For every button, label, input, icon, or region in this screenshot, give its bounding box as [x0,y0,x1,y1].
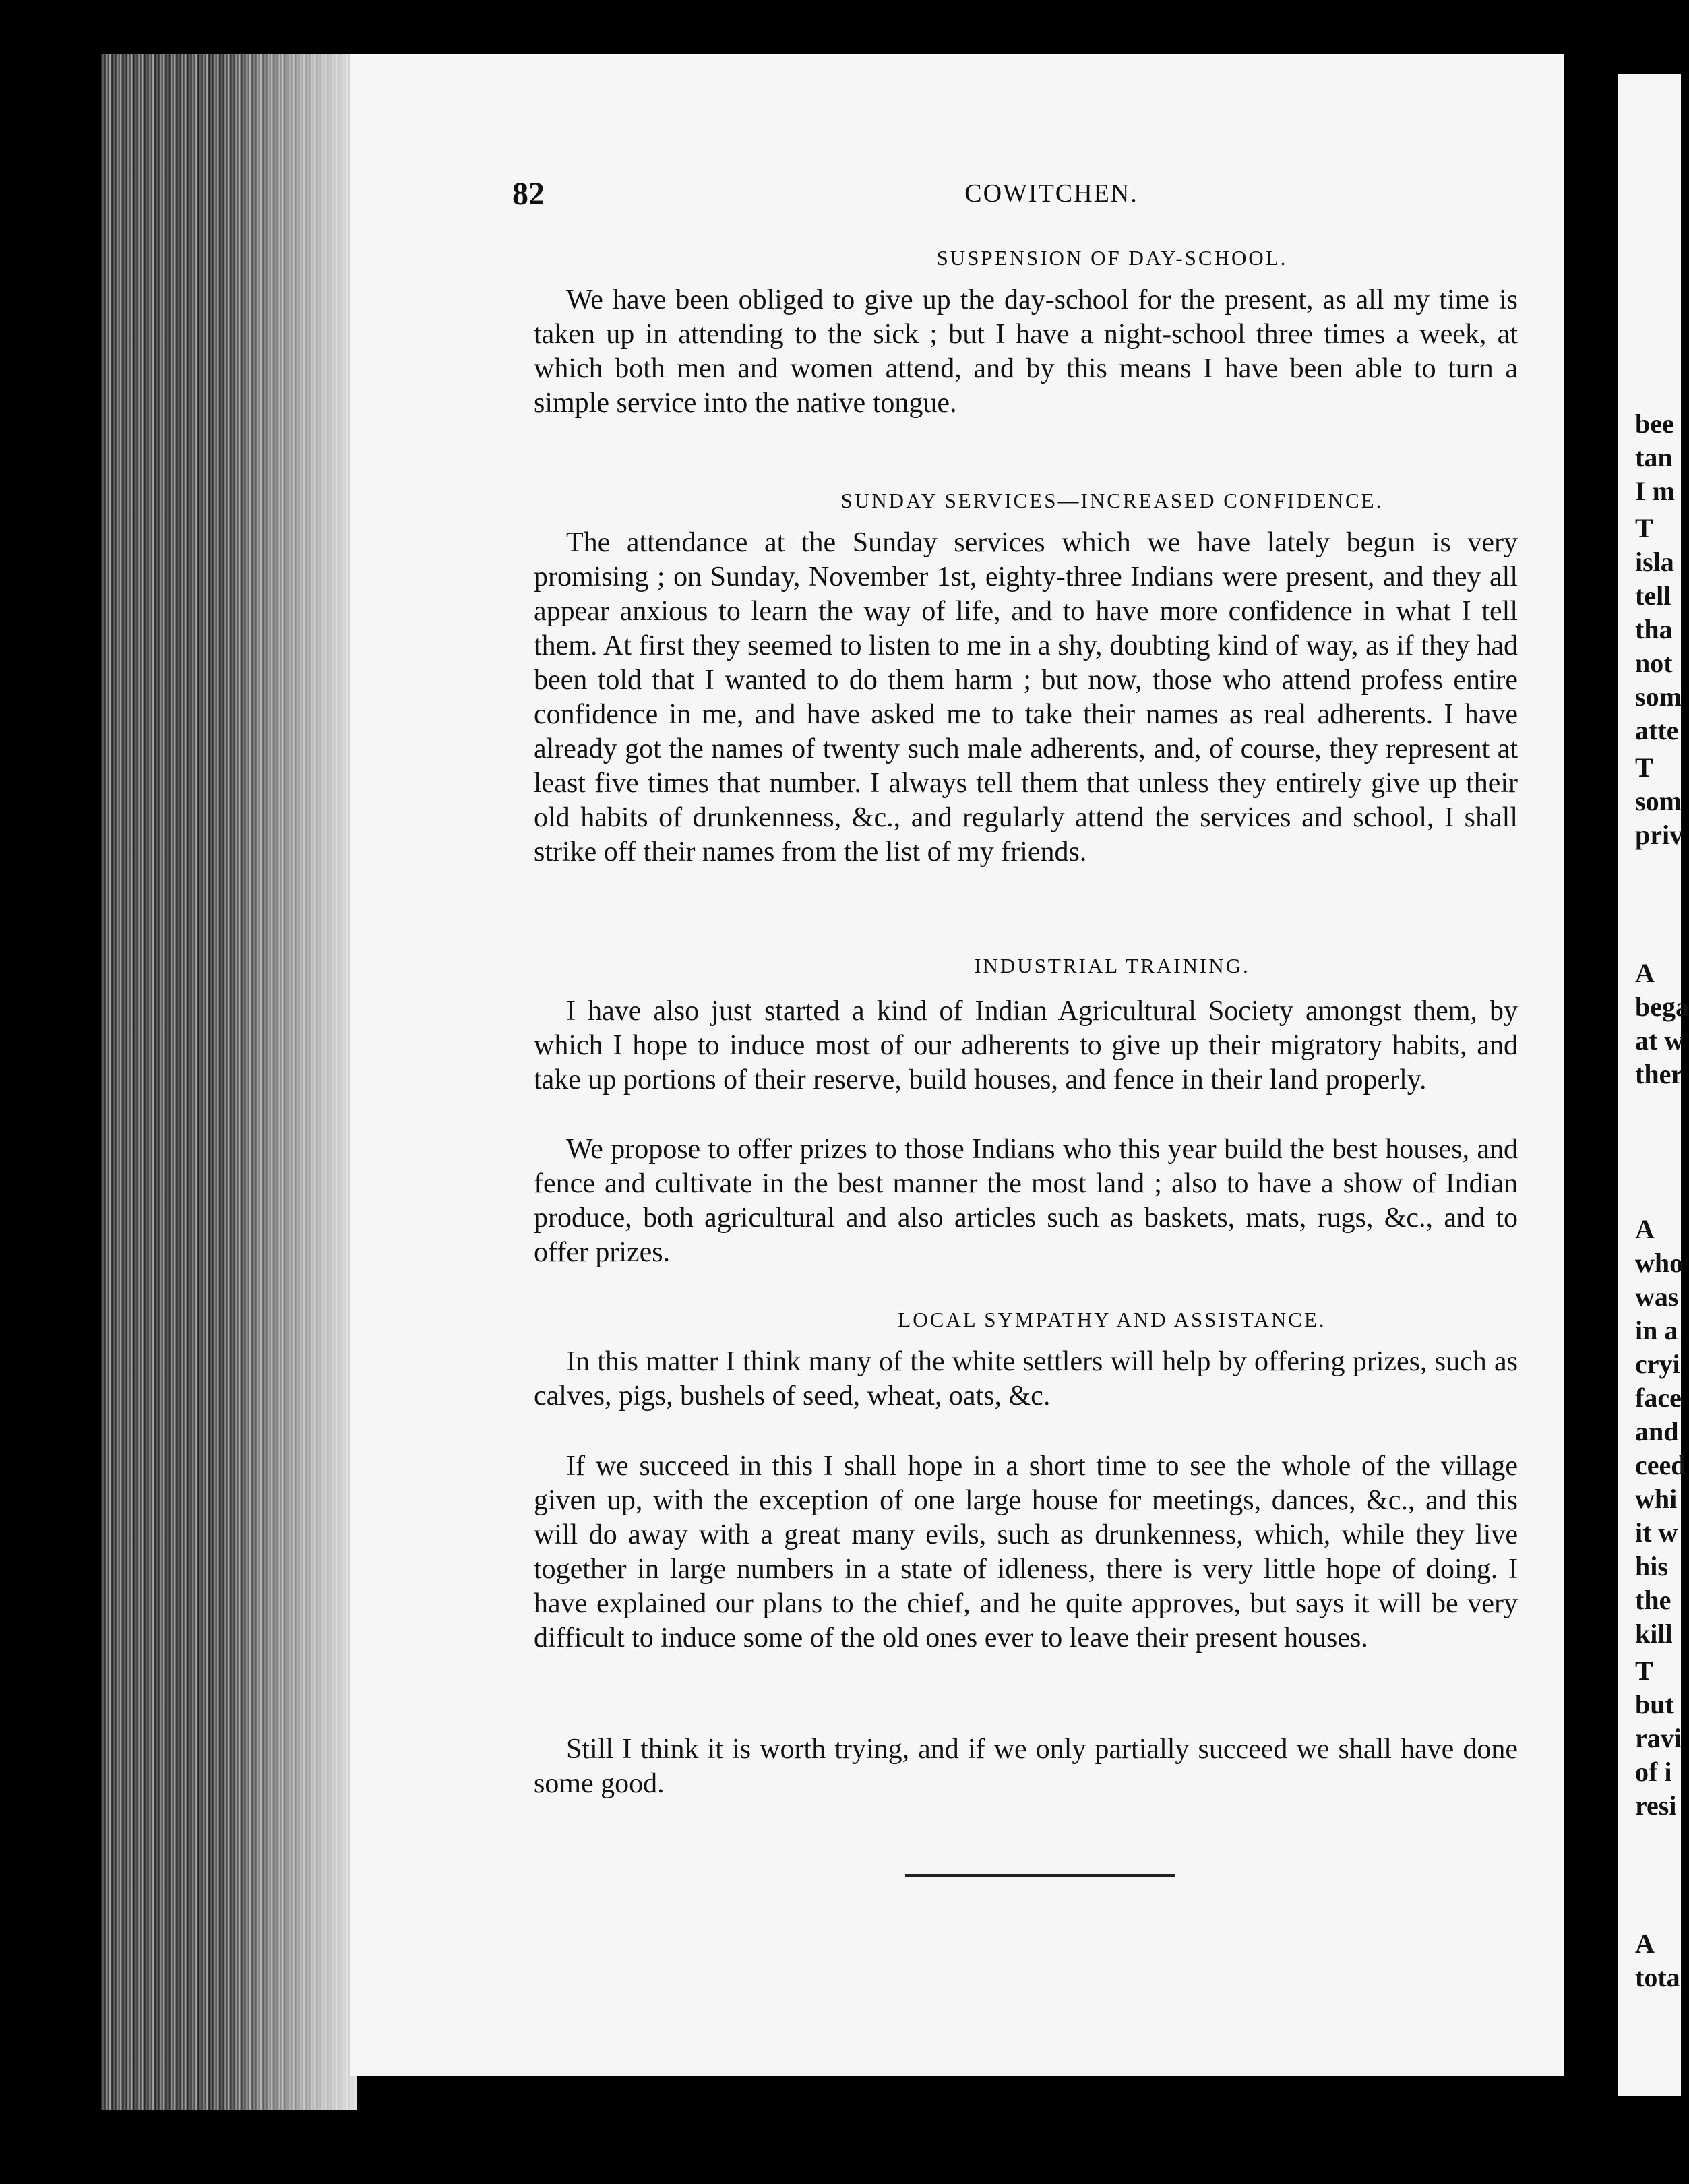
paragraph-sunday-services: The attendance at the Sunday services which we have lately begun is very promising ; on Sunday, November 1st, eighty-three Indians were present, and they all appear anxious to learn the way of life, and to have more confidence in what I tell them. At first they seemed to listen to me in a shy, doubting kind of way, as if they had been told that I wanted to do them harm ; but now, those who attend profess entire confidence in me, and have asked me to take their names as real adherents. I have already got the names of twenty such male adherents, and, of course, they represent at least five times that number. I always tell them that unless they entirely give up their old habits of drunkenness, &c., and regularly attend the services and school, I shall strike off their names from the list of my friends. [534,527,1518,868]
running-title: COWITCHEN. [964,179,1138,208]
facing-line: cryi [1635,1349,1680,1379]
facing-line: T [1635,752,1653,783]
facing-line: tell [1635,580,1671,611]
facing-line: bega [1635,992,1689,1022]
end-rule-divider [905,1874,1175,1877]
paragraph-suspension: We have been obliged to give up the day-school for the present, as all my time is taken up in attending to the sick ; but I have a night-school three times a week, at which both men and women attend, and by this means I have been able to turn a simple service into the native tongue. [534,284,1518,419]
facing-line: in a [1635,1315,1678,1345]
book-page [350,54,1564,2076]
facing-line: who [1635,1248,1684,1278]
facing-line: tota [1635,1962,1680,1993]
facing-line: face [1635,1383,1682,1413]
facing-line: ceed [1635,1450,1686,1480]
facing-line: A [1635,958,1655,988]
book-spine-gap [1564,0,1618,2184]
facing-line: his [1635,1551,1668,1581]
facing-line: T [1635,513,1653,543]
section-heading-local-sympathy: LOCAL SYMPATHY AND ASSISTANCE. [898,1308,1326,1331]
facing-line: A [1635,1214,1655,1244]
facing-line: I m [1635,476,1675,506]
facing-line: ravi [1635,1723,1682,1753]
page-number: 82 [512,176,545,212]
facing-page-fragment [1618,74,1689,2096]
facing-line: T [1635,1656,1653,1686]
facing-line: ther [1635,1059,1684,1089]
section-heading-industrial-training: INDUSTRIAL TRAINING. [974,954,1250,977]
facing-line: kill [1635,1618,1673,1649]
facing-line: atte [1635,715,1679,746]
facing-line: som [1635,681,1682,712]
section-heading-suspension: SUSPENSION OF DAY-SCHOOL. [936,246,1288,270]
facing-line: and [1635,1416,1679,1447]
paragraph-local-1: In this matter I think many of the white settlers will help by offering prizes, such as calves, pigs, bushels of seed, wheat, oats, &c. [534,1346,1518,1412]
paragraph-industrial-2: We propose to offer prizes to those Indians who this year build the best houses, and fence and cultivate in the best manner the most land ; also to have a show of Indian produce, both agricultural and also articles such as baskets, mats, rugs, &c., and to offer prizes. [534,1134,1518,1268]
facing-line: at w [1635,1025,1684,1056]
facing-line: the [1635,1585,1671,1615]
facing-line: whi [1635,1484,1678,1514]
facing-line: resi [1635,1790,1677,1821]
facing-line: tan [1635,442,1673,473]
facing-line: it w [1635,1517,1678,1548]
facing-line: priv [1635,820,1684,850]
section-heading-sunday-services: SUNDAY SERVICES—INCREASED CONFIDENCE. [840,489,1384,512]
facing-line: A [1635,1929,1655,1959]
facing-line: not [1635,648,1673,678]
facing-line: but [1635,1689,1674,1720]
paragraph-local-2: If we succeed in this I shall hope in a short time to see the whole of the village given up, with the exception of one large house for meetings, dances, &c., and this will do away with a great many evils, such as drunkenness, which, while they live together in large numbers in a state of idleness, there is very little hope of doing. I have explained our plans to the chief, and he quite approves, but says it will be very difficult to induce some of the old ones ever to leave their present houses. [534,1451,1518,1654]
page-edge-shadow [222,54,357,2110]
facing-line: tha [1635,614,1673,644]
paragraph-industrial-1: I have also just started a kind of Indian Agricultural Society amongst them, by which I hope to induce most of our adherents to give up their migratory habits, and take up portions of their reserve, build houses, and fence in their land properly. [534,996,1518,1095]
facing-line: was [1635,1281,1679,1312]
paragraph-local-3: Still I think it is worth trying, and if we only partially succeed we shall have done some good. [534,1734,1518,1799]
facing-line: som [1635,786,1682,816]
facing-line: isla [1635,547,1674,577]
facing-line: bee [1635,408,1674,439]
facing-line: of i [1635,1757,1672,1787]
